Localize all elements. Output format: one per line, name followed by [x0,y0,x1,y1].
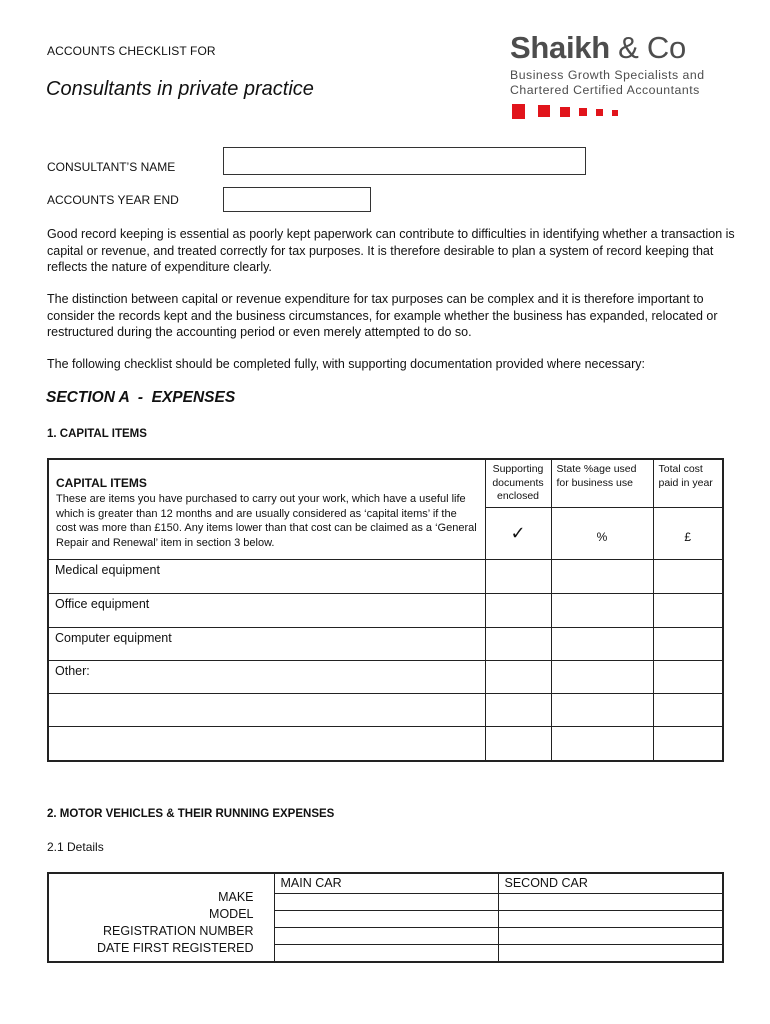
second-car-header: SECOND CAR [498,873,723,893]
document-label: ACCOUNTS CHECKLIST FOR [47,44,216,58]
logo-square-2 [538,105,550,117]
pct-cell[interactable] [551,593,653,627]
company-logo [508,30,744,125]
pct-cell[interactable] [551,559,653,593]
cost-cell[interactable] [653,593,723,627]
logo-name [510,30,686,66]
vehicle-labels-cell [48,873,274,962]
capital-items-box-title: CAPITAL ITEMS [56,476,147,490]
make-label: MAKE [218,890,254,904]
capital-items-description-cell [48,459,485,559]
cost-cell[interactable] [653,693,723,726]
capital-items-table [47,458,724,762]
capital-row-label: Other: [48,660,485,693]
main-car-header: MAIN CAR [274,873,498,893]
pct-cell[interactable] [551,660,653,693]
year-end-input[interactable] [223,187,371,212]
capital-items-heading: 1. CAPITAL ITEMS [47,428,147,440]
docs-cell[interactable] [485,660,551,693]
registration-label: REGISTRATION NUMBER [103,924,254,938]
logo-square-6 [612,110,618,116]
motor-vehicles-heading: 2. MOTOR VEHICLES & THEIR RUNNING EXPENSES [47,808,335,820]
cost-cell[interactable] [653,660,723,693]
capital-row-label: Office equipment [48,593,485,627]
date-registered-label: DATE FIRST REGISTERED [96,941,254,955]
tick-icon: ✓ [485,507,551,559]
main-car-model-cell[interactable] [274,910,498,927]
model-label: MODEL [209,907,254,921]
docs-cell[interactable] [485,726,551,761]
logo-square-4 [579,108,587,116]
consultant-name-label: CONSULTANT’S NAME [47,160,176,174]
logo-tagline-1: Business Growth Specialists and [510,68,705,82]
second-car-registration-cell[interactable] [498,927,723,944]
second-car-make-cell[interactable] [498,893,723,910]
vehicle-details-table [47,872,724,963]
second-car-date-cell[interactable] [498,944,723,962]
cost-cell[interactable] [653,726,723,761]
docs-cell[interactable] [485,693,551,726]
page-title: Consultants in private practice [46,78,314,100]
logo-name-text: Shaikh [510,30,610,65]
second-car-model-cell[interactable] [498,910,723,927]
main-car-registration-cell[interactable] [274,927,498,944]
logo-square-1 [512,104,525,119]
col-supporting-docs: Supporting documents enclosed [485,459,551,507]
pct-cell[interactable] [551,726,653,761]
details-subheading: 2.1 Details [47,840,104,854]
docs-cell[interactable] [485,559,551,593]
logo-square-5 [596,109,603,116]
logo-amp-text: & Co [618,30,686,65]
capital-row-label: Computer equipment [48,627,485,660]
capital-row-label[interactable] [48,693,485,726]
pct-cell[interactable] [551,693,653,726]
intro-paragraph-3: The following checklist should be completed fully, with supporting documentation provided where necessary: [47,357,646,371]
col-total-cost: Total cost paid in year [653,459,723,507]
year-end-label: ACCOUNTS YEAR END [47,193,179,207]
logo-square-3 [560,107,570,117]
main-car-date-cell[interactable] [274,944,498,962]
percent-symbol: % [551,507,653,559]
docs-cell[interactable] [485,627,551,660]
consultant-name-input[interactable] [223,147,586,175]
intro-paragraph-1: Good record keeping is essential as poorly kept paperwork can contribute to difficulties in identifying whether a transaction is capital or revenue, and treated correctly for tax purposes. It is therefore desirable to plan a system of record keeping that reflects the nature of expenditure clearly. [47,227,735,274]
capital-row-label[interactable] [48,726,485,761]
col-business-use: State %age used for business use [551,459,653,507]
logo-tagline-2: Chartered Certified Accountants [510,83,700,97]
section-a-title: SECTION A - EXPENSES [46,389,236,406]
capital-row-label: Medical equipment [48,559,485,593]
pct-cell[interactable] [551,627,653,660]
main-car-make-cell[interactable] [274,893,498,910]
cost-cell[interactable] [653,627,723,660]
pound-symbol: £ [653,507,723,559]
cost-cell[interactable] [653,559,723,593]
capital-items-description: These are items you have purchased to carry out your work, which have a useful life which is greater than 12 months and are usually considered as ‘capital items’ if the cost was more than £150. Any items lower than that cost can be claimed as a ‘General Repair and Renewal’ item in section 3 below. [56,493,477,549]
intro-paragraph-2: The distinction between capital or revenue expenditure for tax purposes can be complex and it is therefore important to consider the records kept and the business circumstances, for example whether the business has expanded, relocated or restructured during the accounting period or even merely attempted to do so. [47,292,718,339]
docs-cell[interactable] [485,593,551,627]
